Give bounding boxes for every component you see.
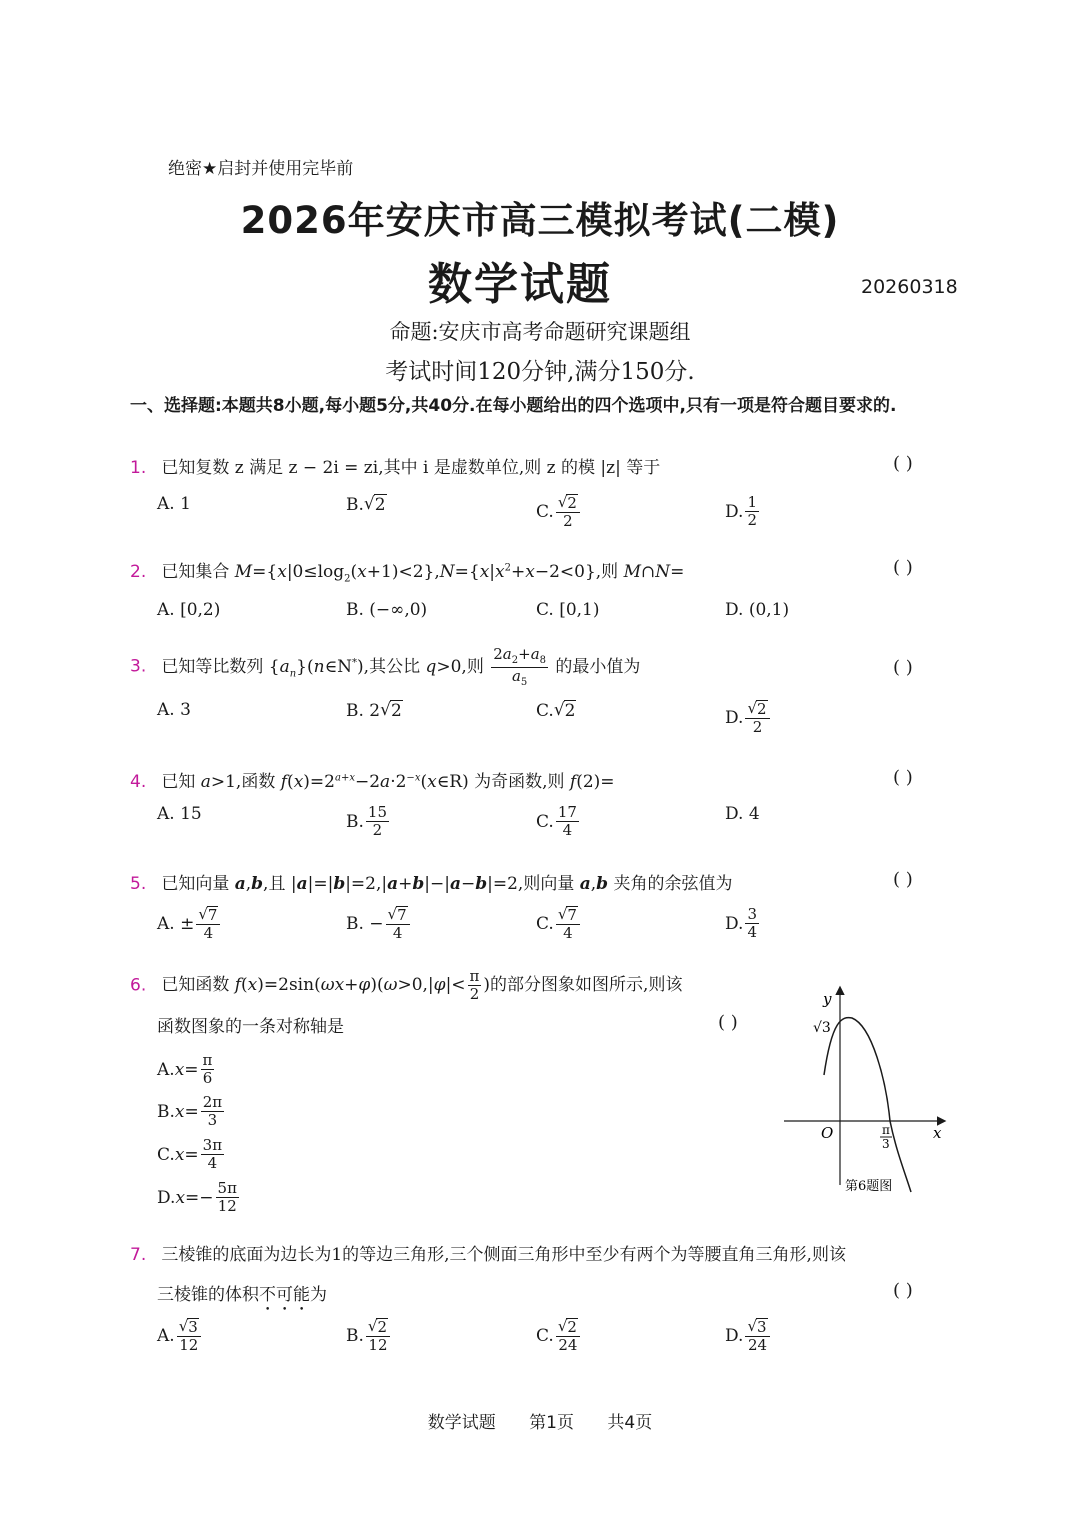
option-c: C. x = $\frac{3\pi}{4}$ [157, 1136, 223, 1173]
page-footer [0, 1408, 1080, 1433]
question-2 [130, 557, 684, 584]
y-tick-label: √3 [813, 1020, 831, 1036]
author-line: 命题:安庆市高考命题研究课题组 [389, 320, 691, 344]
question-number: 2. [130, 562, 147, 582]
section-heading: 一、选择题:本题共8小题,每小题5分,共40分.在每小题给出的四个选项中,只有一项是符合题目要求的. [130, 396, 897, 416]
question-stem: 已知复数 z 满足 z − 2i = zi,其中 i 是虚数单位,则 z 的模 |z| 等于 [161, 458, 661, 478]
option-a: A. ± √ 7 4 [157, 906, 222, 943]
x-tick-denominator: 3 [882, 1137, 890, 1151]
answer-bracket: ( ) [893, 767, 913, 788]
option-b: B. x = $\frac{2\pi}{3}$ [157, 1093, 223, 1130]
option-c: C. $\frac{17}{4}$ [536, 803, 577, 840]
question-1 [130, 453, 660, 478]
option-c: C. √ 2 2 [536, 494, 582, 531]
answer-bracket: ( ) [893, 869, 913, 890]
question-stem: 已知等比数列 $\{a_n\}(n\in N^*)$,其公比 q>0,则 $\frac{2a_2+a_8}{a_5}$ 的最小值为 [161, 645, 641, 688]
subject-title: 数学试题 [428, 259, 612, 310]
option-b: B. 2 √ 2 [346, 700, 402, 721]
footer-page: 第1页 [529, 1413, 574, 1433]
question-stem-line2: 三棱锥的体积不可能为 [157, 1285, 327, 1305]
question-stem: 已知函数 f(x)=2sin(ωx+φ)(ω>0,|φ|< $\frac{\pi}{2}$ )的部分图象如图所示,则该 [161, 967, 683, 1004]
question-number: 7. [130, 1245, 147, 1265]
option-d: D. √ 2 2 [725, 700, 772, 737]
option-b: B. (−∞,0) [346, 600, 428, 620]
answer-bracket: ( ) [893, 557, 913, 578]
option-a: A. √ 3 12 [157, 1318, 203, 1355]
option-b: B. − √ 7 4 [346, 906, 412, 943]
question-stem: 三棱锥的底面为边长为1的等边三角形,三个侧面三角形中至少有两个为等腰直角三角形,则该 [161, 1245, 846, 1265]
question-number: 5. [130, 874, 147, 894]
question-4 [130, 767, 615, 792]
question-number: 3. [130, 656, 147, 677]
question-5 [130, 869, 732, 894]
answer-bracket: ( ) [893, 657, 913, 678]
sine-curve [824, 1018, 911, 1192]
origin-label: O [821, 1124, 834, 1142]
question-number: 6. [130, 975, 147, 996]
option-a: A. 15 [157, 804, 202, 824]
exam-code: 20260318 [861, 276, 958, 298]
option-a: A. [0,2) [157, 600, 221, 620]
exam-title: 2026年安庆市高三模拟考试(二模) [240, 199, 840, 242]
option-d: D. √ 3 24 [725, 1318, 772, 1355]
question-stem: 已知集合 $M=\{x|0\le\log_2(x+1)<2\},N=\{x|x^2+x-2<0\}$,则 M∩N= [161, 562, 685, 585]
option-c: C. [0,1) [536, 600, 600, 620]
answer-bracket: ( ) [718, 1012, 738, 1033]
option-c: C. √ 2 24 [536, 1318, 582, 1355]
option-a: A. 1 [157, 494, 191, 514]
option-b: B. √ 2 12 [346, 1318, 392, 1355]
figure-caption: 第6题图 [845, 1179, 893, 1194]
x-tick-numerator: π [882, 1123, 890, 1137]
option-a: A. 3 [157, 700, 191, 720]
question-number: 1. [130, 458, 147, 478]
option-a: A. x = $\frac{\pi}{6}$ [157, 1051, 213, 1088]
option-d: D. $\frac{3}{4}$ [725, 905, 757, 942]
function-graph-figure [776, 980, 956, 1200]
option-d: D. 4 [725, 804, 760, 824]
answer-bracket: ( ) [893, 453, 913, 474]
x-axis-label: x [933, 1124, 942, 1142]
question-stem-line2: 函数图象的一条对称轴是 [157, 1017, 344, 1037]
option-b: B. $\frac{15}{2}$ [346, 803, 387, 840]
question-stem: 已知 a>1,函数 $f(x)=2^{a+x}-2a\cdot 2^{-x}(x\in R)$ 为奇函数,则 f(2)= [161, 772, 615, 792]
question-3 [130, 646, 640, 688]
footer-total: 共4页 [607, 1413, 653, 1433]
footer-subject: 数学试题 [427, 1413, 496, 1433]
answer-bracket: ( ) [893, 1280, 913, 1301]
time-line: 考试时间120分钟,满分150分. [385, 359, 695, 385]
question-6 [130, 968, 682, 1004]
option-d: D. $\frac{1}{2}$ [725, 493, 757, 530]
y-axis-label: y [823, 990, 832, 1008]
question-stem: 已知向量 a,b,且 |a|=|b|=2,|a+b|−|a−b|=2,则向量 a,b 夹角的余弦值为 [161, 874, 733, 894]
question-number: 4. [130, 772, 147, 792]
confidential-label: 绝密★启封并使用完毕前 [168, 159, 354, 179]
question-7 [130, 1240, 846, 1265]
option-d: D. (0,1) [725, 600, 790, 620]
option-d: D. x =− $\frac{5\pi}{12}$ [157, 1179, 237, 1216]
option-c: C. √ 7 4 [536, 906, 582, 943]
option-c: C. √ 2 [536, 700, 576, 721]
option-b: B. √ 2 [346, 494, 386, 515]
